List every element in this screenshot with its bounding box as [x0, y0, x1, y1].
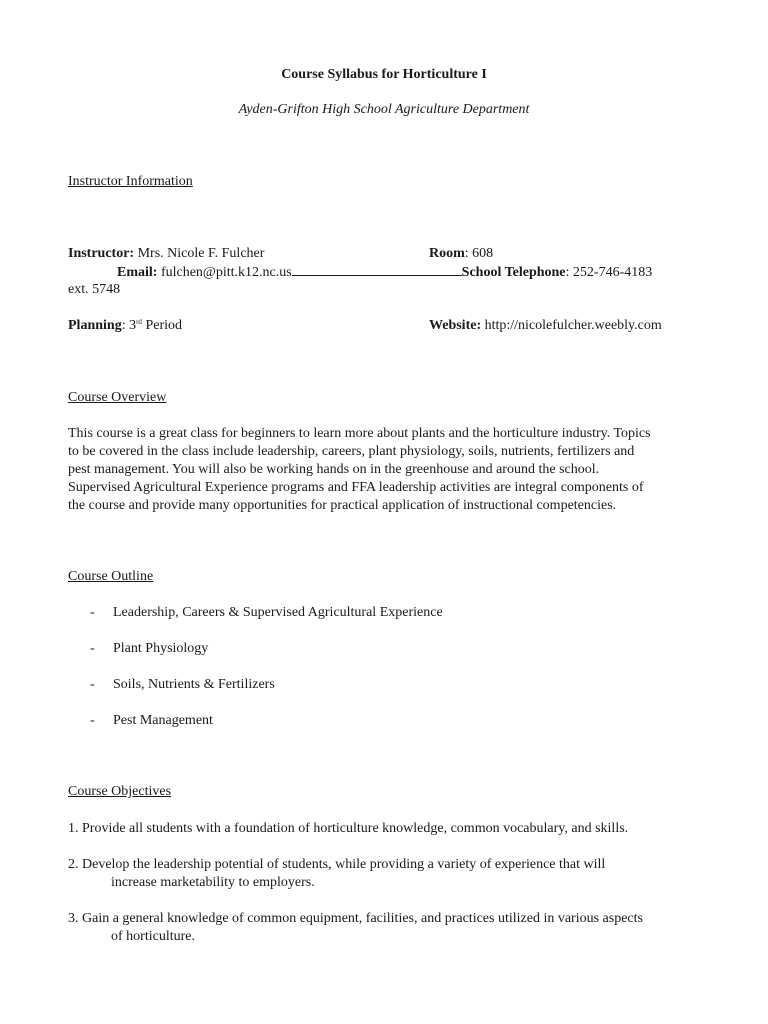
phone-ext: ext. 5748: [68, 282, 121, 297]
phone-label: School Telephone: [461, 265, 566, 280]
email-blank-line: [292, 263, 462, 276]
list-item-text: Pest Management: [113, 713, 213, 728]
objective-2: 2. Develop the leadership potential of students, while providing a variety of experience that will: [68, 857, 606, 872]
course-overview-heading: Course Overview: [68, 390, 167, 405]
email-value: fulchen@pitt.k12.nc.us: [157, 265, 292, 280]
course-objectives-heading: Course Objectives: [68, 784, 172, 799]
objective-3-continued: of horticulture.: [111, 929, 195, 944]
objective-3: 3. Gain a general knowledge of common equipment, facilities, and practices utilized in various aspects: [68, 911, 643, 926]
website-link[interactable]: http://nicolefulcher.weebly.com: [481, 318, 662, 333]
objective-1: 1. Provide all students with a foundation of horticulture knowledge, common vocabulary, and skills.: [68, 821, 629, 836]
overview-line: Supervised Agricultural Experience programs and FFA leadership activities are integral components of: [68, 480, 644, 495]
list-item-text: Soils, Nutrients & Fertilizers: [113, 677, 275, 692]
overview-line: pest management. You will also be working hands on in the greenhouse and around the school.: [68, 462, 600, 477]
list-item: [90, 676, 275, 694]
list-bullet: -: [90, 641, 95, 656]
instructor-line: [68, 245, 264, 263]
list-item-text: Plant Physiology: [113, 641, 209, 656]
course-outline-heading: Course Outline: [68, 569, 154, 584]
email-line: [117, 263, 652, 282]
website-line: [429, 317, 662, 335]
planning-sup: rd: [136, 318, 142, 326]
list-bullet: -: [90, 677, 95, 692]
room-line: [429, 245, 493, 263]
objective-2-continued: increase marketability to employers.: [111, 875, 315, 890]
document-title: Course Syllabus for Horticulture I: [281, 67, 487, 82]
room-label: Room: [429, 246, 465, 261]
document-subtitle: Ayden-Grifton High School Agriculture Department: [238, 102, 530, 117]
list-bullet: -: [90, 605, 95, 620]
instructor-label: Instructor:: [68, 246, 135, 261]
planning-line: [68, 317, 182, 335]
list-item: [90, 640, 208, 658]
instructor-name: Mrs. Nicole F. Fulcher: [134, 246, 265, 261]
planning-suffix: Period: [141, 318, 182, 333]
planning-value: : 3: [121, 318, 137, 333]
overview-line: to be covered in the class include leadership, careers, plant physiology, soils, nutrients, fertilizers and: [68, 444, 635, 459]
planning-label: Planning: [68, 318, 122, 333]
room-value: : 608: [464, 246, 494, 261]
instructor-info-heading: Instructor Information: [68, 174, 193, 189]
overview-line: the course and provide many opportunities for practical application of instructional competencies.: [68, 498, 617, 513]
list-item-text: Leadership, Careers & Supervised Agricultural Experience: [113, 605, 443, 620]
phone-value: : 252-746-4183: [565, 265, 653, 280]
list-bullet: -: [90, 713, 95, 728]
overview-line: This course is a great class for beginners to learn more about plants and the horticulture industry. Topics: [68, 426, 651, 441]
list-item: [90, 712, 213, 730]
website-label: Website:: [429, 318, 482, 333]
list-item: [90, 604, 443, 622]
email-label: Email:: [117, 265, 158, 280]
